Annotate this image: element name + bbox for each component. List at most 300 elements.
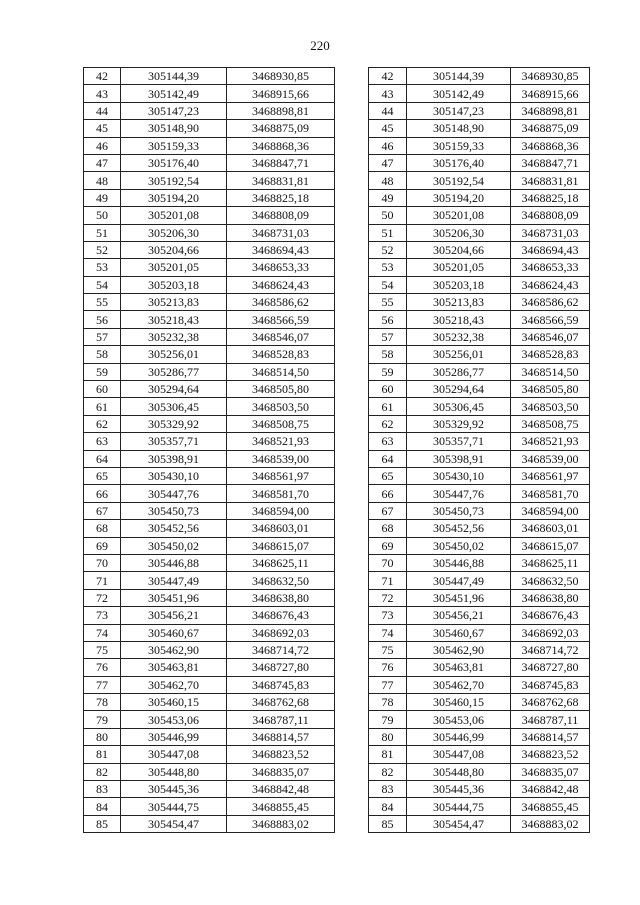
y-coordinate-cell: 3468814,57 xyxy=(511,728,590,745)
y-coordinate-cell: 3468625,11 xyxy=(227,554,335,571)
table-row xyxy=(369,398,590,415)
y-coordinate-cell: 3468653,33 xyxy=(227,259,335,276)
x-coordinate-cell: 305430,10 xyxy=(407,467,511,484)
y-coordinate-cell: 3468528,83 xyxy=(227,346,335,363)
table-row xyxy=(369,433,590,450)
table-row xyxy=(84,259,335,276)
x-coordinate-cell: 305294,64 xyxy=(407,381,511,398)
x-coordinate-cell: 305444,75 xyxy=(121,798,227,815)
y-coordinate-cell: 3468594,00 xyxy=(227,502,335,519)
point-number-cell: 74 xyxy=(369,624,407,641)
point-number-cell: 73 xyxy=(84,607,121,624)
table-row xyxy=(84,711,335,728)
y-coordinate-cell: 3468566,59 xyxy=(227,311,335,328)
table-row xyxy=(84,102,335,119)
point-number-cell: 72 xyxy=(369,589,407,606)
point-number-cell: 70 xyxy=(84,554,121,571)
point-number-cell: 54 xyxy=(369,276,407,293)
point-number-cell: 76 xyxy=(369,659,407,676)
y-coordinate-cell: 3468514,50 xyxy=(511,363,590,380)
point-number-cell: 57 xyxy=(369,328,407,345)
table-row xyxy=(84,641,335,658)
y-coordinate-cell: 3468692,03 xyxy=(511,624,590,641)
table-row xyxy=(369,502,590,519)
y-coordinate-cell: 3468823,52 xyxy=(227,746,335,763)
y-coordinate-cell: 3468787,11 xyxy=(511,711,590,728)
x-coordinate-cell: 305463,81 xyxy=(407,659,511,676)
x-coordinate-cell: 305194,20 xyxy=(121,189,227,206)
point-number-cell: 63 xyxy=(84,433,121,450)
x-coordinate-cell: 305430,10 xyxy=(121,467,227,484)
table-row xyxy=(369,624,590,641)
y-coordinate-cell: 3468561,97 xyxy=(227,467,335,484)
x-coordinate-cell: 305446,88 xyxy=(407,554,511,571)
point-number-cell: 65 xyxy=(369,467,407,484)
x-coordinate-cell: 305144,39 xyxy=(407,68,511,85)
x-coordinate-cell: 305294,64 xyxy=(121,381,227,398)
point-number-cell: 58 xyxy=(84,346,121,363)
y-coordinate-cell: 3468835,07 xyxy=(511,763,590,780)
table-row xyxy=(369,746,590,763)
point-number-cell: 71 xyxy=(84,572,121,589)
point-number-cell: 44 xyxy=(84,102,121,119)
y-coordinate-cell: 3468546,07 xyxy=(227,328,335,345)
x-coordinate-cell: 305148,90 xyxy=(407,120,511,137)
point-number-cell: 58 xyxy=(369,346,407,363)
table-row xyxy=(84,120,335,137)
x-coordinate-cell: 305232,38 xyxy=(121,328,227,345)
x-coordinate-cell: 305286,77 xyxy=(407,363,511,380)
y-coordinate-cell: 3468521,93 xyxy=(227,433,335,450)
y-coordinate-cell: 3468762,68 xyxy=(227,694,335,711)
table-row xyxy=(369,659,590,676)
table-row xyxy=(369,294,590,311)
y-coordinate-cell: 3468727,80 xyxy=(511,659,590,676)
y-coordinate-cell: 3468514,50 xyxy=(227,363,335,380)
table-row xyxy=(84,781,335,798)
point-number-cell: 82 xyxy=(84,763,121,780)
point-number-cell: 62 xyxy=(369,415,407,432)
x-coordinate-cell: 305460,15 xyxy=(121,694,227,711)
y-coordinate-cell: 3468831,81 xyxy=(227,172,335,189)
table-row xyxy=(369,120,590,137)
y-coordinate-cell: 3468762,68 xyxy=(511,694,590,711)
point-number-cell: 81 xyxy=(369,746,407,763)
table-row xyxy=(369,346,590,363)
point-number-cell: 66 xyxy=(84,485,121,502)
table-row xyxy=(369,554,590,571)
x-coordinate-cell: 305329,92 xyxy=(407,415,511,432)
table-row xyxy=(84,798,335,815)
table-row xyxy=(369,102,590,119)
x-coordinate-cell: 305451,96 xyxy=(407,589,511,606)
y-coordinate-cell: 3468825,18 xyxy=(511,189,590,206)
x-coordinate-cell: 305306,45 xyxy=(121,398,227,415)
x-coordinate-cell: 305201,08 xyxy=(407,207,511,224)
point-number-cell: 51 xyxy=(84,224,121,241)
point-number-cell: 77 xyxy=(84,676,121,693)
y-coordinate-cell: 3468581,70 xyxy=(227,485,335,502)
x-coordinate-cell: 305357,71 xyxy=(407,433,511,450)
point-number-cell: 52 xyxy=(369,241,407,258)
table-row xyxy=(84,328,335,345)
table-row xyxy=(84,589,335,606)
table-row xyxy=(369,728,590,745)
table-row xyxy=(369,224,590,241)
table-row xyxy=(84,537,335,554)
x-coordinate-cell: 305446,99 xyxy=(121,728,227,745)
point-number-cell: 74 xyxy=(84,624,121,641)
y-coordinate-cell: 3468694,43 xyxy=(227,241,335,258)
point-number-cell: 46 xyxy=(84,137,121,154)
point-number-cell: 80 xyxy=(84,728,121,745)
point-number-cell: 83 xyxy=(84,781,121,798)
y-coordinate-cell: 3468727,80 xyxy=(227,659,335,676)
point-number-cell: 79 xyxy=(369,711,407,728)
x-coordinate-cell: 305450,73 xyxy=(121,502,227,519)
table-row xyxy=(369,450,590,467)
x-coordinate-cell: 305447,49 xyxy=(407,572,511,589)
y-coordinate-cell: 3468868,36 xyxy=(227,137,335,154)
x-coordinate-cell: 305232,38 xyxy=(407,328,511,345)
y-coordinate-cell: 3468594,00 xyxy=(511,502,590,519)
x-coordinate-cell: 305142,49 xyxy=(121,85,227,102)
point-number-cell: 69 xyxy=(369,537,407,554)
x-coordinate-cell: 305192,54 xyxy=(407,172,511,189)
table-row xyxy=(369,207,590,224)
y-coordinate-cell: 3468930,85 xyxy=(227,68,335,85)
y-coordinate-cell: 3468653,33 xyxy=(511,259,590,276)
x-coordinate-cell: 305451,96 xyxy=(121,589,227,606)
y-coordinate-cell: 3468930,85 xyxy=(511,68,590,85)
table-row xyxy=(369,676,590,693)
x-coordinate-cell: 305286,77 xyxy=(121,363,227,380)
point-number-cell: 66 xyxy=(369,485,407,502)
table-row xyxy=(84,815,335,832)
table-row xyxy=(369,137,590,154)
table-row xyxy=(84,485,335,502)
point-number-cell: 53 xyxy=(84,259,121,276)
y-coordinate-cell: 3468745,83 xyxy=(511,676,590,693)
y-coordinate-cell: 3468586,62 xyxy=(511,294,590,311)
x-coordinate-cell: 305159,33 xyxy=(121,137,227,154)
x-coordinate-cell: 305453,06 xyxy=(121,711,227,728)
point-number-cell: 79 xyxy=(84,711,121,728)
table-row xyxy=(84,381,335,398)
x-coordinate-cell: 305192,54 xyxy=(121,172,227,189)
point-number-cell: 56 xyxy=(84,311,121,328)
y-coordinate-cell: 3468503,50 xyxy=(227,398,335,415)
point-number-cell: 55 xyxy=(84,294,121,311)
x-coordinate-cell: 305462,90 xyxy=(407,641,511,658)
point-number-cell: 84 xyxy=(84,798,121,815)
point-number-cell: 75 xyxy=(84,641,121,658)
x-coordinate-cell: 305203,18 xyxy=(407,276,511,293)
y-coordinate-cell: 3468825,18 xyxy=(227,189,335,206)
y-coordinate-cell: 3468814,57 xyxy=(227,728,335,745)
point-number-cell: 67 xyxy=(84,502,121,519)
point-number-cell: 59 xyxy=(84,363,121,380)
x-coordinate-cell: 305462,70 xyxy=(407,676,511,693)
x-coordinate-cell: 305144,39 xyxy=(121,68,227,85)
y-coordinate-cell: 3468625,11 xyxy=(511,554,590,571)
y-coordinate-cell: 3468521,93 xyxy=(511,433,590,450)
table-row xyxy=(84,172,335,189)
table-row xyxy=(84,311,335,328)
table-row xyxy=(84,363,335,380)
x-coordinate-cell: 305213,83 xyxy=(121,294,227,311)
x-coordinate-cell: 305452,56 xyxy=(407,520,511,537)
point-number-cell: 48 xyxy=(369,172,407,189)
point-number-cell: 57 xyxy=(84,328,121,345)
table-row xyxy=(84,68,335,85)
table-row xyxy=(84,728,335,745)
x-coordinate-cell: 305460,67 xyxy=(121,624,227,641)
y-coordinate-cell: 3468632,50 xyxy=(227,572,335,589)
table-row xyxy=(84,433,335,450)
y-coordinate-cell: 3468503,50 xyxy=(511,398,590,415)
y-coordinate-cell: 3468808,09 xyxy=(227,207,335,224)
x-coordinate-cell: 305148,90 xyxy=(121,120,227,137)
point-number-cell: 53 xyxy=(369,259,407,276)
point-number-cell: 47 xyxy=(369,154,407,171)
y-coordinate-cell: 3468731,03 xyxy=(227,224,335,241)
point-number-cell: 72 xyxy=(84,589,121,606)
y-coordinate-cell: 3468676,43 xyxy=(511,607,590,624)
table-row xyxy=(369,798,590,815)
x-coordinate-cell: 305450,02 xyxy=(121,537,227,554)
y-coordinate-cell: 3468847,71 xyxy=(227,154,335,171)
x-coordinate-cell: 305447,08 xyxy=(121,746,227,763)
y-coordinate-cell: 3468692,03 xyxy=(227,624,335,641)
table-body-right xyxy=(369,68,590,833)
x-coordinate-cell: 305447,49 xyxy=(121,572,227,589)
y-coordinate-cell: 3468823,52 xyxy=(511,746,590,763)
table-row xyxy=(369,276,590,293)
table-row xyxy=(84,450,335,467)
y-coordinate-cell: 3468615,07 xyxy=(511,537,590,554)
y-coordinate-cell: 3468855,45 xyxy=(511,798,590,815)
point-number-cell: 82 xyxy=(369,763,407,780)
x-coordinate-cell: 305206,30 xyxy=(121,224,227,241)
point-number-cell: 65 xyxy=(84,467,121,484)
table-row xyxy=(84,694,335,711)
point-number-cell: 47 xyxy=(84,154,121,171)
y-coordinate-cell: 3468835,07 xyxy=(227,763,335,780)
table-row xyxy=(369,328,590,345)
x-coordinate-cell: 305446,88 xyxy=(121,554,227,571)
y-coordinate-cell: 3468615,07 xyxy=(227,537,335,554)
point-number-cell: 61 xyxy=(369,398,407,415)
coordinates-table-left xyxy=(83,67,335,833)
point-number-cell: 80 xyxy=(369,728,407,745)
x-coordinate-cell: 305218,43 xyxy=(407,311,511,328)
point-number-cell: 55 xyxy=(369,294,407,311)
x-coordinate-cell: 305447,08 xyxy=(407,746,511,763)
point-number-cell: 48 xyxy=(84,172,121,189)
y-coordinate-cell: 3468875,09 xyxy=(511,120,590,137)
point-number-cell: 78 xyxy=(84,694,121,711)
table-row xyxy=(369,520,590,537)
table-row xyxy=(369,781,590,798)
x-coordinate-cell: 305462,90 xyxy=(121,641,227,658)
point-number-cell: 75 xyxy=(369,641,407,658)
point-number-cell: 52 xyxy=(84,241,121,258)
y-coordinate-cell: 3468855,45 xyxy=(227,798,335,815)
table-row xyxy=(369,711,590,728)
table-row xyxy=(84,241,335,258)
y-coordinate-cell: 3468566,59 xyxy=(511,311,590,328)
x-coordinate-cell: 305176,40 xyxy=(407,154,511,171)
y-coordinate-cell: 3468603,01 xyxy=(511,520,590,537)
y-coordinate-cell: 3468624,43 xyxy=(511,276,590,293)
point-number-cell: 76 xyxy=(84,659,121,676)
point-number-cell: 68 xyxy=(84,520,121,537)
y-coordinate-cell: 3468915,66 xyxy=(511,85,590,102)
point-number-cell: 68 xyxy=(369,520,407,537)
table-row xyxy=(369,572,590,589)
point-number-cell: 81 xyxy=(84,746,121,763)
point-number-cell: 49 xyxy=(369,189,407,206)
table-row xyxy=(369,363,590,380)
table-row xyxy=(84,398,335,415)
point-number-cell: 62 xyxy=(84,415,121,432)
x-coordinate-cell: 305147,23 xyxy=(407,102,511,119)
x-coordinate-cell: 305306,45 xyxy=(407,398,511,415)
y-coordinate-cell: 3468539,00 xyxy=(511,450,590,467)
table-row xyxy=(84,746,335,763)
table-row xyxy=(369,467,590,484)
y-coordinate-cell: 3468546,07 xyxy=(511,328,590,345)
y-coordinate-cell: 3468898,81 xyxy=(227,102,335,119)
y-coordinate-cell: 3468638,80 xyxy=(511,589,590,606)
point-number-cell: 83 xyxy=(369,781,407,798)
point-number-cell: 50 xyxy=(369,207,407,224)
table-row xyxy=(369,694,590,711)
point-number-cell: 69 xyxy=(84,537,121,554)
table-row xyxy=(84,294,335,311)
x-coordinate-cell: 305213,83 xyxy=(407,294,511,311)
point-number-cell: 54 xyxy=(84,276,121,293)
table-row xyxy=(84,276,335,293)
point-number-cell: 46 xyxy=(369,137,407,154)
y-coordinate-cell: 3468842,48 xyxy=(511,781,590,798)
point-number-cell: 51 xyxy=(369,224,407,241)
x-coordinate-cell: 305176,40 xyxy=(121,154,227,171)
x-coordinate-cell: 305194,20 xyxy=(407,189,511,206)
point-number-cell: 49 xyxy=(84,189,121,206)
table-row xyxy=(369,589,590,606)
x-coordinate-cell: 305357,71 xyxy=(121,433,227,450)
table-body-left xyxy=(84,68,335,833)
table-row xyxy=(84,607,335,624)
table-row xyxy=(369,763,590,780)
x-coordinate-cell: 305453,06 xyxy=(407,711,511,728)
point-number-cell: 60 xyxy=(369,381,407,398)
y-coordinate-cell: 3468745,83 xyxy=(227,676,335,693)
point-number-cell: 42 xyxy=(84,68,121,85)
table-row xyxy=(84,467,335,484)
x-coordinate-cell: 305454,47 xyxy=(121,815,227,832)
y-coordinate-cell: 3468694,43 xyxy=(511,241,590,258)
point-number-cell: 42 xyxy=(369,68,407,85)
y-coordinate-cell: 3468603,01 xyxy=(227,520,335,537)
table-row xyxy=(84,676,335,693)
x-coordinate-cell: 305256,01 xyxy=(407,346,511,363)
x-coordinate-cell: 305398,91 xyxy=(407,450,511,467)
table-row xyxy=(369,641,590,658)
table-row xyxy=(84,137,335,154)
table-row xyxy=(84,520,335,537)
x-coordinate-cell: 305201,08 xyxy=(121,207,227,224)
y-coordinate-cell: 3468808,09 xyxy=(511,207,590,224)
point-number-cell: 60 xyxy=(84,381,121,398)
x-coordinate-cell: 305450,73 xyxy=(407,502,511,519)
table-row xyxy=(84,224,335,241)
point-number-cell: 45 xyxy=(84,120,121,137)
y-coordinate-cell: 3468714,72 xyxy=(511,641,590,658)
y-coordinate-cell: 3468898,81 xyxy=(511,102,590,119)
y-coordinate-cell: 3468624,43 xyxy=(227,276,335,293)
table-row xyxy=(369,189,590,206)
point-number-cell: 78 xyxy=(369,694,407,711)
point-number-cell: 67 xyxy=(369,502,407,519)
y-coordinate-cell: 3468714,72 xyxy=(227,641,335,658)
x-coordinate-cell: 305446,99 xyxy=(407,728,511,745)
x-coordinate-cell: 305454,47 xyxy=(407,815,511,832)
y-coordinate-cell: 3468883,02 xyxy=(227,815,335,832)
table-row xyxy=(369,259,590,276)
y-coordinate-cell: 3468508,75 xyxy=(227,415,335,432)
y-coordinate-cell: 3468915,66 xyxy=(227,85,335,102)
table-row xyxy=(369,154,590,171)
x-coordinate-cell: 305445,36 xyxy=(121,781,227,798)
table-row xyxy=(369,815,590,832)
x-coordinate-cell: 305398,91 xyxy=(121,450,227,467)
y-coordinate-cell: 3468875,09 xyxy=(227,120,335,137)
x-coordinate-cell: 305444,75 xyxy=(407,798,511,815)
x-coordinate-cell: 305460,67 xyxy=(407,624,511,641)
table-row xyxy=(84,659,335,676)
table-row xyxy=(369,68,590,85)
y-coordinate-cell: 3468787,11 xyxy=(227,711,335,728)
x-coordinate-cell: 305452,56 xyxy=(121,520,227,537)
point-number-cell: 85 xyxy=(84,815,121,832)
point-number-cell: 44 xyxy=(369,102,407,119)
table-row xyxy=(84,207,335,224)
point-number-cell: 56 xyxy=(369,311,407,328)
y-coordinate-cell: 3468586,62 xyxy=(227,294,335,311)
y-coordinate-cell: 3468638,80 xyxy=(227,589,335,606)
point-number-cell: 45 xyxy=(369,120,407,137)
point-number-cell: 84 xyxy=(369,798,407,815)
x-coordinate-cell: 305448,80 xyxy=(407,763,511,780)
table-row xyxy=(369,311,590,328)
point-number-cell: 63 xyxy=(369,433,407,450)
table-row xyxy=(84,189,335,206)
table-row xyxy=(84,624,335,641)
y-coordinate-cell: 3468676,43 xyxy=(227,607,335,624)
x-coordinate-cell: 305203,18 xyxy=(121,276,227,293)
x-coordinate-cell: 305329,92 xyxy=(121,415,227,432)
point-number-cell: 85 xyxy=(369,815,407,832)
y-coordinate-cell: 3468581,70 xyxy=(511,485,590,502)
x-coordinate-cell: 305206,30 xyxy=(407,224,511,241)
point-number-cell: 77 xyxy=(369,676,407,693)
x-coordinate-cell: 305218,43 xyxy=(121,311,227,328)
table-row xyxy=(84,415,335,432)
x-coordinate-cell: 305445,36 xyxy=(407,781,511,798)
